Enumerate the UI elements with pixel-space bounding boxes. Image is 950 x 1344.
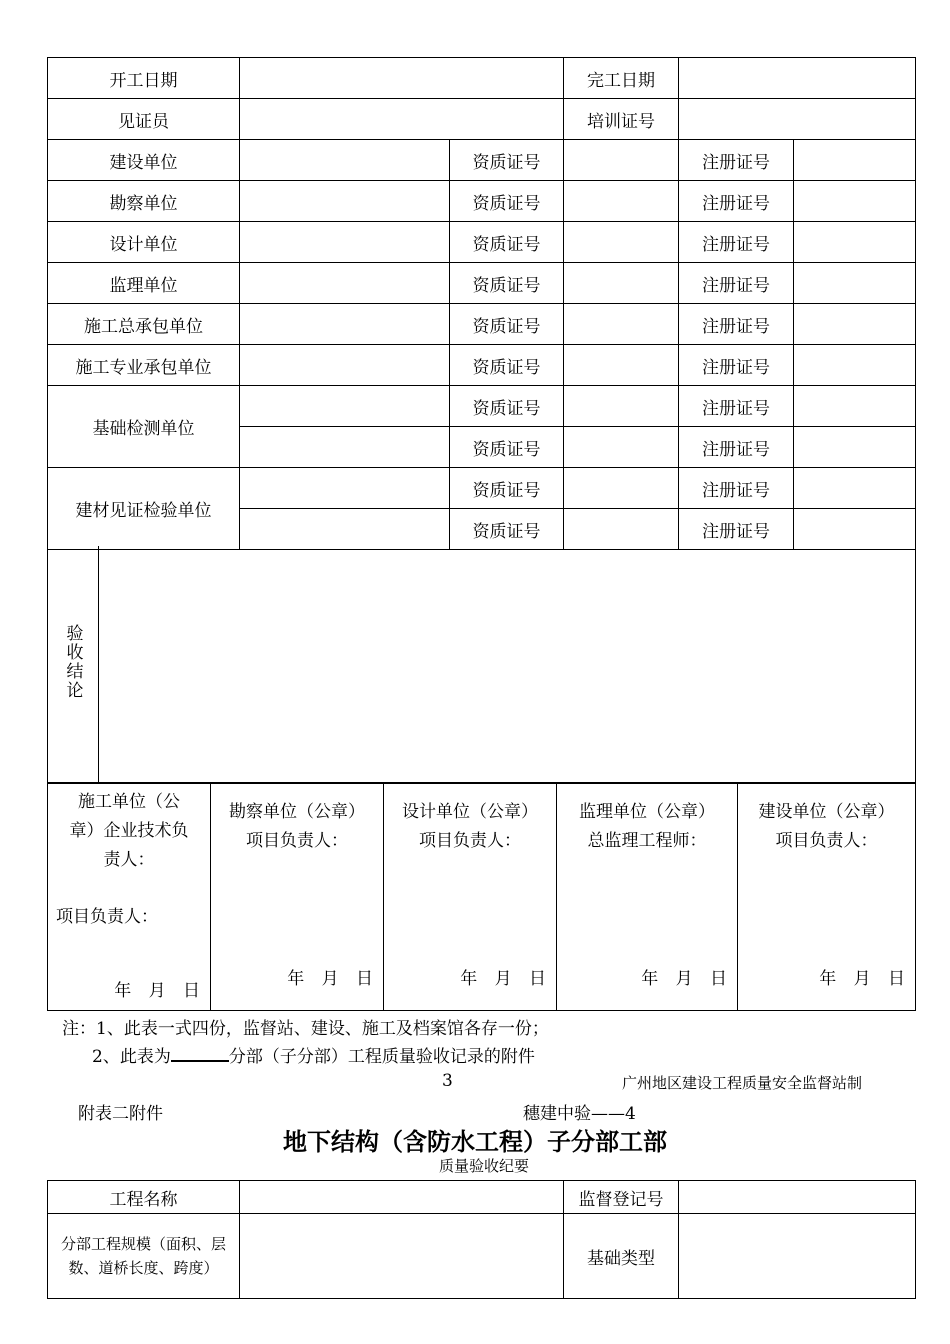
supervision-signature-cell[interactable]: [557, 784, 738, 1011]
foundation-type-label: 基础类型: [564, 1214, 679, 1299]
table-row: [48, 58, 916, 99]
department-blank[interactable]: [171, 1044, 229, 1062]
foundation-type-field[interactable]: [679, 1214, 916, 1299]
table-row: [48, 1214, 916, 1299]
registration-label: 注册证号: [679, 263, 794, 304]
registration-field[interactable]: [794, 140, 916, 181]
table-row: [48, 1181, 916, 1214]
conclusion-field[interactable]: [99, 546, 916, 783]
qualification-label: 资质证号: [450, 468, 564, 509]
note-2-prefix: 2、此表为: [92, 1047, 171, 1067]
construction-date: 年 月 日: [114, 981, 200, 1001]
qualification-label: 资质证号: [450, 263, 564, 304]
unit-label: 施工总承包单位: [48, 304, 240, 345]
table-row: [48, 546, 916, 783]
note-2: [92, 1042, 535, 1067]
owner-date: 年 月 日: [819, 969, 905, 989]
page-number: 3: [442, 1071, 453, 1091]
registration-label: 注册证号: [679, 386, 794, 427]
registration-field[interactable]: [794, 222, 916, 263]
unit-label: 施工专业承包单位: [48, 345, 240, 386]
project-name-label: 工程名称: [48, 1181, 240, 1214]
registration-label: 注册证号: [679, 427, 794, 468]
registration-field[interactable]: [794, 304, 916, 345]
table-row: [48, 345, 916, 386]
supervision-reg-label: 监督登记号: [564, 1181, 679, 1214]
unit-field[interactable]: [240, 140, 450, 181]
qualification-field[interactable]: [564, 263, 679, 304]
issuer-label: 广州地区建设工程质量安全监督站制: [622, 1074, 863, 1092]
finish-date-field[interactable]: [679, 58, 916, 99]
qualification-label: 资质证号: [450, 386, 564, 427]
finish-date-label: 完工日期: [564, 58, 679, 99]
construction-seal-line3: 责人：: [103, 850, 155, 870]
conclusion-table: [47, 546, 916, 783]
registration-label: 注册证号: [679, 140, 794, 181]
qualification-field[interactable]: [564, 468, 679, 509]
qualification-label: 资质证号: [450, 427, 564, 468]
qualification-field[interactable]: [564, 304, 679, 345]
table-row: [48, 140, 916, 181]
unit-label: 勘察单位: [48, 181, 240, 222]
construction-manager-label: 项目负责人：: [56, 907, 158, 927]
qualification-label: 资质证号: [450, 345, 564, 386]
scale-label: 分部工程规模（面积、层数、道桥长度、跨度）: [60, 1235, 226, 1277]
attachment-label: 附表二附件: [78, 1104, 163, 1124]
section-subtitle: 质量验收纪要: [438, 1157, 529, 1175]
unit-field[interactable]: [240, 181, 450, 222]
project-name-field[interactable]: [240, 1181, 564, 1214]
registration-label: 注册证号: [679, 181, 794, 222]
table-row: [48, 304, 916, 345]
qualification-field[interactable]: [564, 345, 679, 386]
qualification-field[interactable]: [564, 222, 679, 263]
note-2-suffix: 分部（子分部）工程质量验收记录的附件: [228, 1047, 535, 1067]
design-manager-label: 项目负责人：: [419, 831, 521, 851]
construction-seal-line1: 施工单位（公: [78, 792, 180, 812]
table-row: [48, 263, 916, 304]
table-row: [48, 99, 916, 140]
section-title: 地下结构（含防水工程）子分部工部: [283, 1127, 667, 1156]
owner-manager-label: 项目负责人：: [775, 831, 878, 851]
registration-label: 注册证号: [679, 222, 794, 263]
owner-seal-label: 建设单位（公章）: [758, 802, 895, 822]
registration-field[interactable]: [794, 181, 916, 222]
qualification-field[interactable]: [564, 140, 679, 181]
table-row: [48, 784, 916, 1011]
material-test-unit-label: 建材见证检验单位: [48, 468, 240, 550]
registration-label: 注册证号: [679, 345, 794, 386]
construction-signature-cell[interactable]: [48, 784, 211, 1011]
signature-table: [47, 783, 916, 1011]
registration-label: 注册证号: [679, 304, 794, 345]
note-1: 注：1、此表一式四份，监督站、建设、施工及档案馆各存一份；: [62, 1019, 549, 1039]
qualification-field[interactable]: [564, 509, 679, 550]
witness-label: 见证员: [48, 99, 240, 140]
owner-signature-cell[interactable]: [738, 784, 916, 1011]
supervision-date: 年 月 日: [641, 969, 727, 989]
registration-field[interactable]: [794, 509, 916, 550]
acceptance-info-table: [47, 57, 916, 550]
qualification-field[interactable]: [564, 427, 679, 468]
qualification-label: 资质证号: [450, 181, 564, 222]
qualification-field[interactable]: [564, 386, 679, 427]
start-date-field[interactable]: [240, 58, 564, 99]
table-row: [48, 222, 916, 263]
unit-field[interactable]: [240, 263, 450, 304]
unit-field[interactable]: [240, 222, 450, 263]
training-cert-label: 培训证号: [564, 99, 679, 140]
chief-supervisor-label: 总监理工程师：: [587, 831, 707, 851]
registration-label: 注册证号: [679, 468, 794, 509]
start-date-label: 开工日期: [48, 58, 240, 99]
witness-field[interactable]: [240, 99, 564, 140]
registration-field[interactable]: [794, 345, 916, 386]
unit-field[interactable]: [240, 509, 450, 550]
unit-label: 建设单位: [48, 140, 240, 181]
design-date: 年 月 日: [460, 969, 546, 989]
supervision-reg-field[interactable]: [679, 1181, 916, 1214]
conclusion-label-cell: [48, 546, 99, 783]
registration-field[interactable]: [794, 427, 916, 468]
survey-seal-label: 勘察单位（公章）: [229, 802, 365, 822]
registration-field[interactable]: [794, 468, 916, 509]
scale-field[interactable]: [240, 1214, 564, 1299]
survey-date: 年 月 日: [287, 969, 373, 989]
design-signature-cell[interactable]: [384, 784, 557, 1011]
qualification-label: 资质证号: [450, 509, 564, 550]
registration-label: 注册证号: [679, 509, 794, 550]
construction-seal-line2: 章）企业技术负: [69, 821, 189, 841]
registration-field[interactable]: [794, 263, 916, 304]
foundation-test-unit-label: 基础检测单位: [48, 386, 240, 468]
unit-field[interactable]: [240, 386, 450, 427]
conclusion-label: 验收结论: [62, 623, 83, 700]
survey-manager-label: 项目负责人：: [246, 831, 348, 851]
table-row: [48, 181, 916, 222]
form-code: 穗建中验——4: [523, 1104, 636, 1124]
project-info-table: [47, 1180, 916, 1299]
qualification-field[interactable]: [564, 181, 679, 222]
unit-label: 设计单位: [48, 222, 240, 263]
qualification-label: 资质证号: [450, 140, 564, 181]
unit-field[interactable]: [240, 427, 450, 468]
scale-label-cell: [48, 1214, 240, 1299]
design-seal-label: 设计单位（公章）: [402, 802, 538, 822]
unit-label: 监理单位: [48, 263, 240, 304]
unit-field[interactable]: [240, 304, 450, 345]
training-cert-field[interactable]: [679, 99, 916, 140]
supervision-seal-label: 监理单位（公章）: [579, 802, 715, 822]
unit-field[interactable]: [240, 345, 450, 386]
survey-signature-cell[interactable]: [211, 784, 384, 1011]
qualification-label: 资质证号: [450, 222, 564, 263]
table-row: [48, 386, 916, 427]
table-row: [48, 468, 916, 509]
unit-field[interactable]: [240, 468, 450, 509]
registration-field[interactable]: [794, 386, 916, 427]
qualification-label: 资质证号: [450, 304, 564, 345]
